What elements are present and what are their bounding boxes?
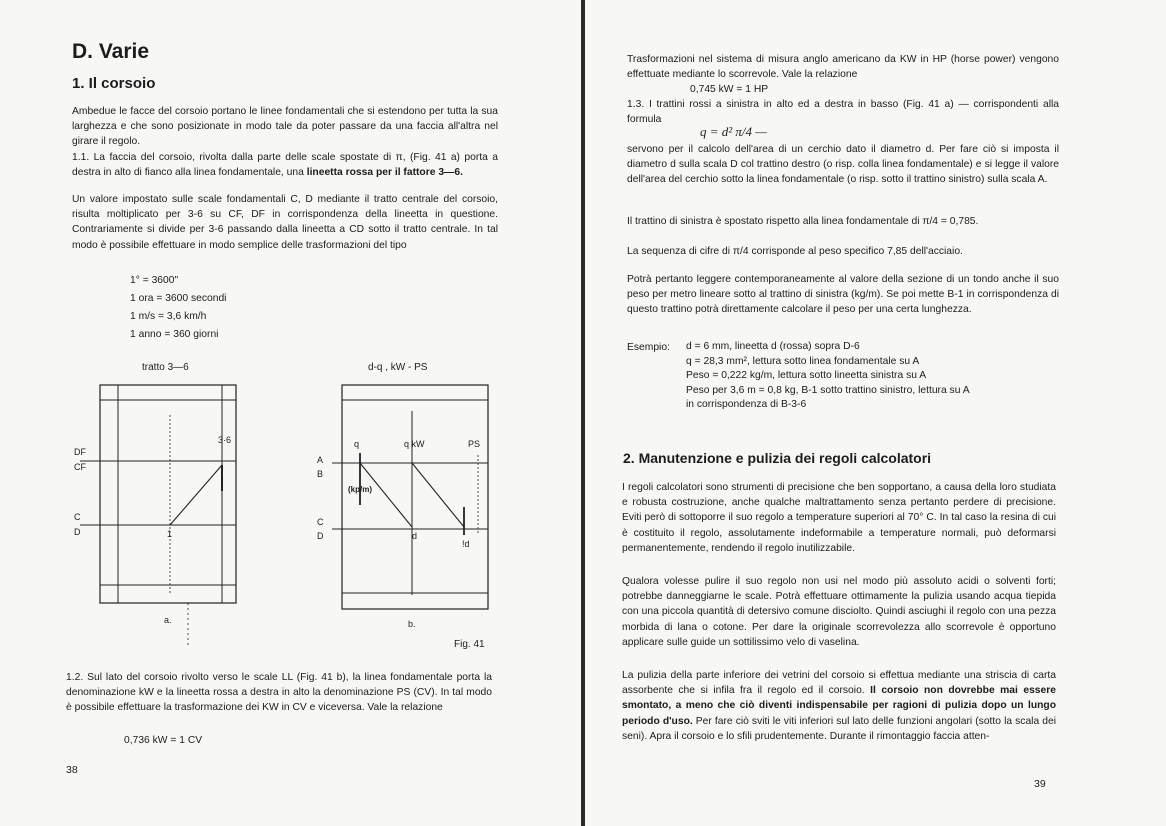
scale-label-d-b: D [317,531,324,541]
conversion-list [130,272,226,344]
example-line: q = 28,3 mm², lettura sotto linea fondamentale su A [686,355,920,367]
section-2-title: 2. Manutenzione e pulizia dei regoli calcolatori [623,450,932,466]
paragraph-weight: Potrà pertanto leggere contemporaneamente al valore della sezione di un tondo anche il suo peso per metro lineare sotto al trattino di sinistra (kg/m). Se poi mette B-1 in corrispondenza di questo trattino potrà direttamente calcolare il peso per una certa lunghezza. [627,274,1059,316]
paragraph-steel: La sequenza di cifre di π/4 corrisponde al peso specifico 7,85 dell'acciaio. [627,246,963,257]
paragraph-1-2: 1.2. Sul lato del corsoio rivolto verso le scale LL (Fig. 41 b), la linea fondamentale porta la denominazione kW e la lineetta rossa a destra in alto la denominazione PS (CV). In tal modo è possibile effettuare la trasformazione dei KW in CV e viceversa. Vale la relazione [66,672,492,714]
paragraph-disassembly-text: La pulizia della parte inferiore dei vetrini del corsoio si effettua mediante una striscia di carta assorbente che si infila fra il regolo ed il corsoio. [622,670,1056,697]
paragraph-cleaning: Qualora volesse pulire il suo regolo non usi nel modo più assoluto acidi o solventi forti; potrebbe danneggiarne le scale. Potrà effettuare ottimamente la pulizia usando acqua tiepida con una piccola quantità di detersivo comune disciolto. Quindi asciughi il regolo con una pezza morbida di lana o cotone. Per dare la originale scorrevolezza allo scorrevole è opportuno applicare sulle guide un sottilissimo velo di vaselina. [622,576,1056,648]
paragraph-1-1 [72,150,498,180]
paragraph-1-3: servono per il calcolo dell'area di un cerchio dato il diametro d. Per fare ciò si imposta il diametro d sulla scala D col trattino destro (o risp. colla linea fondamentale) e si legge il valore dell'area del cerchio sotto la linea fondamentale (o risp. sotto il trattino sinistro) sulla scala A. [627,144,1059,186]
figure-41 [66,355,506,655]
paragraph-1-1-bold: lineetta rossa per il fattore 3—6. [306,167,463,179]
scale-label-b: B [317,469,324,479]
paragraph-disassembly-bold: Il corsoio non dovrebbe mai essere smontato, a meno che ciò diventi indispensabile per ragioni di pulizia dopo un lungo periodo d'uso. [622,685,1056,727]
paragraph-hp: Trasformazioni nel sistema di misura anglo americano da KW in HP (horse power) vengono effettuate mediante lo scorrevole. Vale la relazione [627,54,1059,81]
paragraph-maintenance: I regoli calcolatori sono strumenti di precisione che ben sopportano, a causa della loro studiata e robusta costruzione, anche qualche maltrattamento senza pertanto perdere di precisione. Eviti però di sottoporre il suo regolo a temperature superiori al 70° C. In tal caso la resina di cui è costituito il regolo, assolutamente indeformabile a temperature normali, può deformarsi permanentemente, rendendo il regolo inutilizzabile. [622,482,1056,554]
fig-b-mark-d: d [412,531,418,541]
paragraph-offset: Il trattino di sinistra è spostato rispetto alla linea fondamentale di π/4 = 0,785. [627,216,979,227]
fig-a-label: tratto 3—6 [142,362,189,373]
scale-label-cf: CF [74,462,86,472]
example-line: Peso = 0,222 kg/m, lettura sotto lineetta sinistra su A [686,370,927,382]
paragraph-1-1-text: 1.1. La faccia del corsoio, rivolta dalla parte delle scale spostate di π, (Fig. 41 a) porta a destra in alto di fianco alla linea fondamentale, una [72,152,498,179]
paragraph-disassembly-end: Per fare ciò sviti le viti inferiori sul lato delle funzioni angolari (sotto la scala dei seni). Apra il corsoio e lo sfili prudentemente. Durante il rimontaggio faccia atten- [622,715,1056,742]
example-line: d = 6 mm, lineetta d (rossa) sopra D-6 [686,341,860,352]
fig-b-mark-qkw: q kW [404,439,425,449]
conversion-line: 1° = 3600" [130,275,179,286]
example-line: Peso per 3,6 m = 0,8 kg, B-1 sotto trattino sinistro, lettura su A [686,384,970,396]
conversion-line: 1 anno = 360 giorni [130,329,219,340]
figure-number: Fig. 41 [454,639,485,650]
fig-b-mark-ps: PS [468,439,481,449]
page-number-left: 38 [66,764,78,776]
paragraph-intro: Ambedue le facce del corsoio portano le linee fondamentali che si estendono per tutta la sua larghezza e che sono posizionate in modo tale da poter passare da una faccia all'altra nel girare il regolo. [72,106,498,148]
fig-b-label: d-q , kW - PS [368,362,428,373]
fig-a-sublabel: a. [164,615,172,625]
page-number-right: 39 [1034,778,1046,790]
fig-b-mark-q: q [354,439,360,449]
conversion-line: 1 ora = 3600 secondi [130,293,227,304]
fig-b-mark-d2: !d [462,539,470,549]
scale-label-c-b: C [317,517,324,527]
example-list [686,340,1058,413]
paragraph-value: Un valore impostato sulle scale fondamentali C, D mediante il tratto centrale del corsoio, risulta moltiplicato per 3-6 su CF, DF in corrispondenza della lineetta in questione. Contrariamente si divide per 3-6 passando dalla lineetta a CD sotto il tratto centrale. In tal modo è possibile effettuare in modo semplice delle trasformazioni del tipo [72,194,498,251]
paragraph-disassembly [622,668,1056,744]
relation-kw-hp: 0,745 kW = 1 HP [690,84,769,95]
fig-a-one: 1 [167,529,173,539]
example-label: Esempio: [627,342,670,353]
fig-b-sublabel: b. [408,619,416,629]
conversion-line: 1 m/s = 3,6 km/h [130,311,207,322]
fig-a-mark: 3·6 [218,435,232,445]
fig-b-mark-kpm: (kp/m) [348,485,372,494]
book-gutter [581,0,585,826]
scale-label-d: D [74,527,81,537]
example-line: in corrispondenza di B-3-6 [686,399,807,411]
subsection-title: 1. Il corsoio [72,75,156,92]
section-title: D. Varie [72,40,150,63]
area-formula: q = d² π/4 — [700,124,767,139]
scale-label-a: A [317,455,324,465]
scale-label-df: DF [74,447,86,457]
relation-kw-cv: 0,736 kW = 1 CV [124,735,203,746]
scale-label-c: C [74,512,81,522]
paragraph-1-3-intro: 1.3. I trattini rossi a sinistra in alto ed a destra in basso (Fig. 41 a) — corrispondenti alla formula [627,99,1059,126]
